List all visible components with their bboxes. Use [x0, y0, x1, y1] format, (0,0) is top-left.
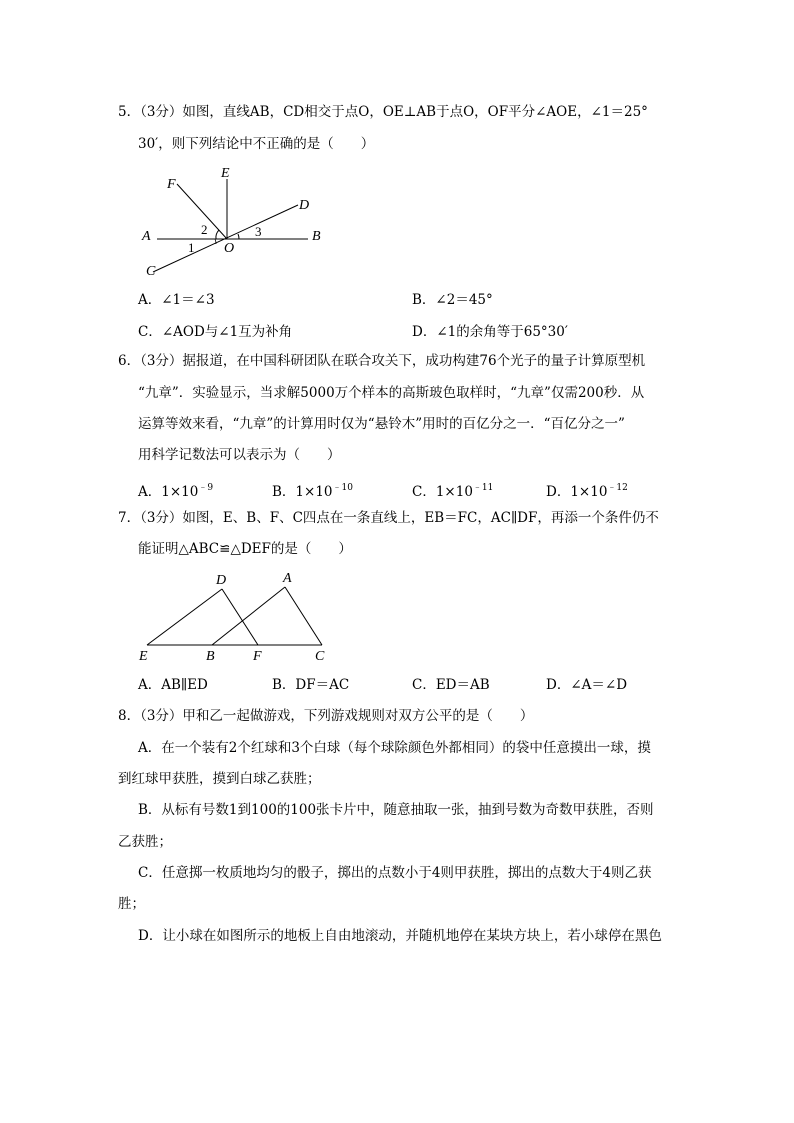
q5-option-d: D．∠1的余角等于65°30′ — [412, 324, 568, 340]
q6-stem-line3: 运算等效来看，“九章”的计算用时仅为“悬铃木”用时的百亿分之一．“百亿分之一” — [138, 416, 625, 432]
q8-option-d-line1: D．让小球在如图所示的地板上自由地滚动，并随机地停在某块方块上，若小球停在黑色 — [138, 928, 662, 944]
q7-option-b: B．DF＝AC — [272, 677, 350, 693]
q6-stem-line2: “九章”．实验显示，当求解5000万个样本的高斯玻色取样时，“九章”仅需200秒．从 — [138, 385, 645, 401]
q5-option-a: A．∠1＝∠3 — [138, 292, 215, 308]
q6-stem-line1: 6．（3分）据报道，在中国科研团队在联合攻关下，成功构建76个光子的量子计算原型机 — [118, 353, 646, 369]
q5-label-B: B — [312, 229, 321, 244]
q5-label-E: E — [221, 166, 230, 181]
q8-option-a-line2: 到红球甲获胜，摸到白球乙获胜； — [118, 771, 321, 787]
q7-option-d: D．∠A＝∠D — [546, 677, 628, 693]
q7-label-C: C — [315, 649, 325, 664]
q5-option-c: C．∠AOD与∠1互为补角 — [138, 324, 293, 340]
q5-label-F: F — [167, 177, 176, 192]
q7-option-a: A．AB∥ED — [138, 677, 208, 693]
q7-option-c: C．ED＝AB — [412, 677, 490, 693]
q7-stem-line1: 7．（3分）如图，E、B、F、C四点在一条直线上，EB＝FC，AC∥DF，再添一个条件仍不 — [118, 510, 659, 526]
q8-option-a-line1: A．在一个装有2个红球和3个白球（每个球除颜色外都相同）的袋中任意摸出一球，摸 — [138, 740, 651, 756]
q6-option-b: B．$1\times 10^{﹣10}$ — [272, 483, 353, 500]
q5-label-A: A — [142, 229, 151, 244]
q7-label-B: B — [206, 649, 215, 664]
q6-stem-line4: 用科学记数法可以表示为（ ） — [138, 447, 341, 463]
q5-angle-1: 1 — [188, 240, 195, 255]
q7-label-F: F — [253, 649, 262, 664]
q6-option-a: A．$1\times 10^{﹣9}$ — [138, 483, 214, 500]
q7-label-E: E — [139, 649, 148, 664]
q5-label-O: O — [224, 241, 235, 256]
q6-option-d: D．$1\times 10^{﹣12}$ — [546, 483, 628, 500]
q7-figure — [135, 566, 335, 666]
q5-label-C: C — [146, 264, 156, 279]
q8-option-b-line1: B．从标有号数1到100的100张卡片中，随意抽取一张，抽到号数为奇数甲获胜，否则 — [138, 802, 654, 818]
q7-label-D: D — [216, 573, 227, 588]
q5-figure — [135, 160, 335, 280]
q8-stem: 8．（3分）甲和乙一起做游戏，下列游戏规则对双方公平的是（ ） — [118, 708, 534, 724]
q5-stem-line2: 30′，则下列结论中不正确的是（ ） — [138, 136, 375, 152]
q5-angle-2: 2 — [201, 222, 208, 237]
q5-option-b: B．∠2＝45° — [412, 292, 493, 308]
q8-option-c-line1: C．任意掷一枚质地均匀的骰子，掷出的点数小于4则甲获胜，掷出的点数大于4则乙获 — [138, 865, 652, 881]
q7-stem-line2: 能证明△ABC≌△DEF的是（ ） — [138, 541, 352, 557]
q7-label-A: A — [283, 571, 292, 586]
q6-option-c: C．$1\times 10^{﹣11}$ — [412, 483, 494, 500]
q5-angle-3: 3 — [255, 224, 262, 239]
q8-option-b-line2: 乙获胜； — [118, 834, 172, 850]
q8-option-c-line2: 胜； — [118, 896, 145, 912]
q5-stem-line1: 5．（3分）如图，直线AB，CD相交于点O，OE⊥AB于点O，OF平分∠AOE，∠1＝25° — [118, 104, 648, 120]
q5-label-D: D — [299, 198, 310, 213]
